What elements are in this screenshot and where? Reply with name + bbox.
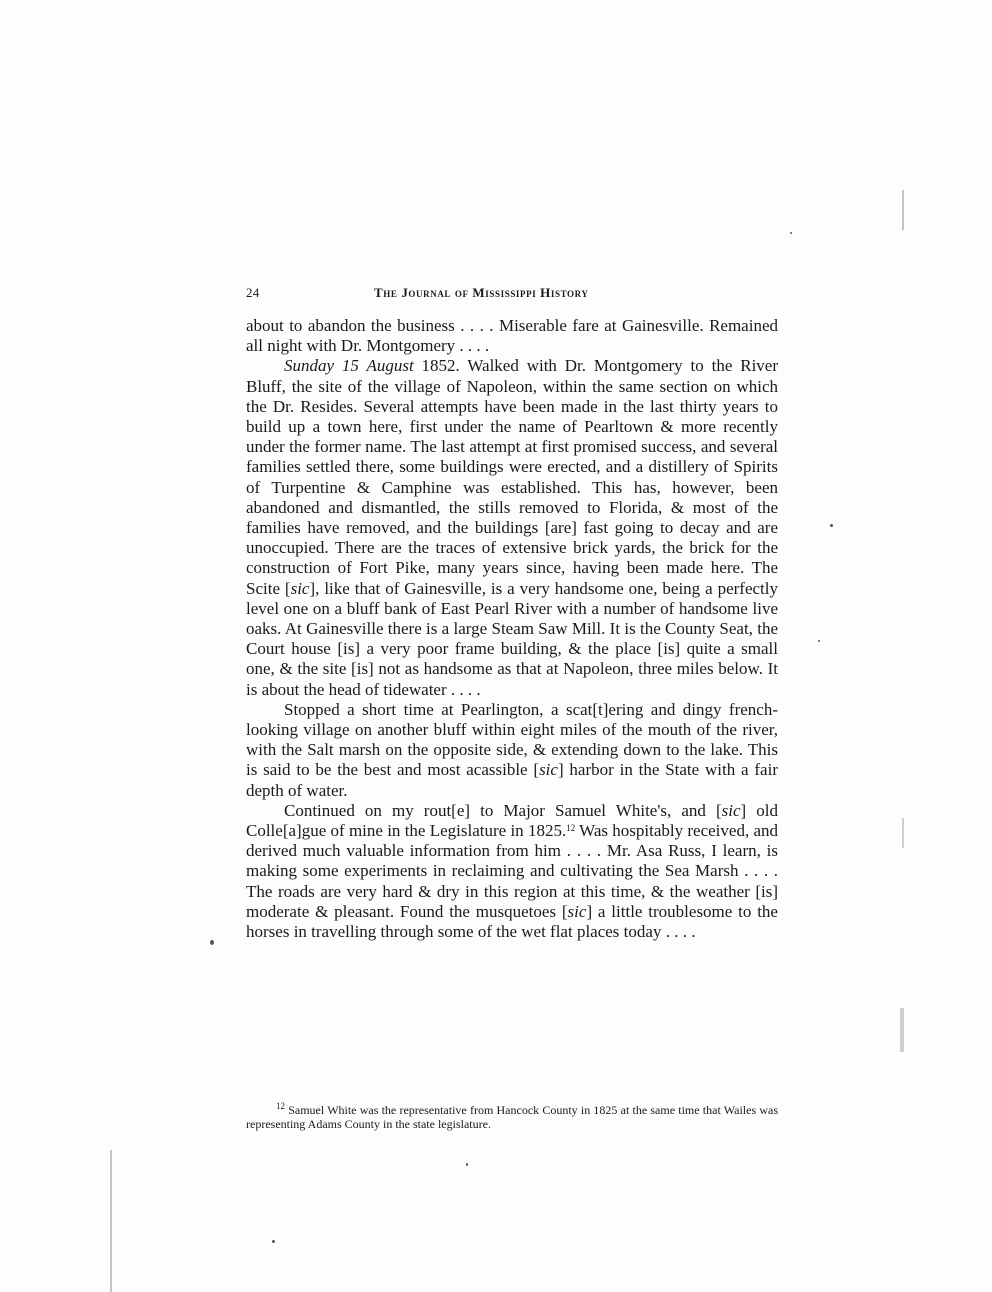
scan-edge-mark: [900, 1008, 904, 1052]
paragraph-3-text-cont: ] harbor in the State with a fair depth of water.: [246, 760, 778, 800]
scan-speck: [210, 940, 214, 945]
footnote-body: [246, 1101, 778, 1131]
body-text: [246, 316, 778, 942]
paragraph-2: [246, 356, 778, 699]
footnote-number: 12: [276, 1101, 285, 1111]
footnote: [246, 1101, 778, 1131]
running-head: [246, 285, 778, 305]
sic-note: sic: [290, 578, 310, 598]
entry-date: Sunday 15 August: [284, 356, 414, 376]
paragraph-4-text-cont3: ] a little troublesome to the horses in travelling through some of the wet flat places today . . . .: [246, 901, 778, 942]
paragraph-4-text-cont: ] old Colle[a]gue of mine in the Legislature in 1825.: [246, 800, 778, 841]
scan-edge-mark: [110, 1150, 112, 1292]
scan-speck: [790, 232, 792, 234]
scan-speck: [272, 1240, 275, 1243]
page-number: 24: [246, 285, 260, 300]
footnote-text: Samuel White was the representative from Hancock County in 1825 at the same time that Wailes was representing Adams County in the state legislature.: [246, 1103, 778, 1131]
sic-note: sic: [567, 901, 587, 921]
journal-title: The Journal of Mississippi History: [374, 285, 589, 300]
sic-note: sic: [539, 760, 558, 780]
paragraph-4: [246, 801, 778, 942]
paragraph-2-text-cont: ], like that of Gainesville, is a very handsome one, being a perfectly level one on a bluff bank of East Pearl River with a number of handsome live oaks. At Gainesville there is a large Steam Saw Mill. It is the County Seat, the Court house [is] a very poor frame building, & the place [is] quite a small one, & the site [is] not as handsome as that at Napoleon, three miles below. It is about the head of tidewater . . . .: [246, 578, 778, 699]
paragraph-3-text: Stopped a short time at Pearlington, a scat[t]ering and dingy french-looking village on another bluff within eight miles of the mouth of the river, with the Salt marsh on the opposite side, & extending down to the lake. This is said to be the best and most acassible [: [246, 699, 778, 780]
paragraph-3: [246, 700, 778, 801]
paragraph-2-text: 1852. Walked with Dr. Montgomery to the River Bluff, the site of the village of Napoleon, within the same section on which the Dr. Resides. Several attempts have been made in the last thirty years to build up a town here, first under the name of Pearltown & more recently under the former name. The last attempt at first promised success, and several families settled there, some buildings were erected, and a distillery of Spirits of Turpentine & Camphine was established. This has, however, been abandoned and dismantled, the stills removed to Florida, & most of the families have removed, and the buildings [are] fast going to decay and are unoccupied. There are the traces of extensive brick yards, the brick for the construction of Fort Pike, many years since, having been made here. The Scite [: [246, 356, 778, 598]
scan-edge-mark: [902, 818, 904, 848]
footnote-reference: 12: [566, 823, 576, 834]
scan-edge-mark: [902, 190, 904, 230]
scan-speck: [830, 524, 833, 527]
paragraph-1: [246, 316, 778, 356]
sic-note: sic: [721, 800, 741, 820]
paragraph-4-text: Continued on my rout[e] to Major Samuel White's, and [: [284, 800, 722, 820]
scan-speck: [466, 1163, 468, 1166]
paragraph-1-text: about to abandon the business . . . . Miserable fare at Gainesville. Remained all night with Dr. Montgomery . . . .: [246, 316, 778, 356]
scan-speck: [818, 640, 820, 642]
paragraph-4-text-cont2: Was hospitably received, and derived much valuable information from him . . . . Mr. Asa Russ, I learn, is making some experiments in reclaiming and cultivating the Sea Marsh . . . . The roads are very hard & dry in this region at this time, & the weather [is] moderate & pleasant. Found the musquetoes [: [246, 821, 779, 921]
